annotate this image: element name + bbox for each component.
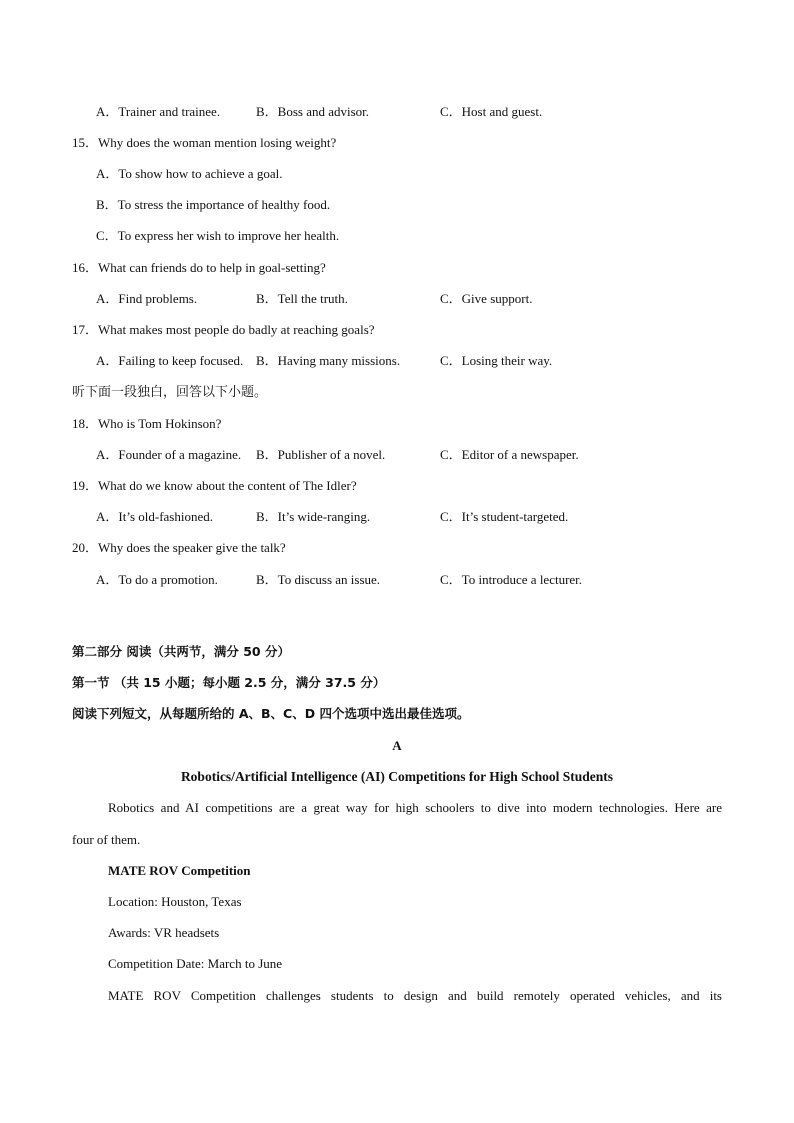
passage-intro-line1: Robotics and AI competitions are a great way for high schoolers to dive into modern technologies. Here are xyxy=(108,800,722,815)
q16-question: 16．What can friends do to help in goal-setting? xyxy=(72,260,326,275)
q18-option-b: B．Publisher of a novel. xyxy=(256,447,386,462)
q15-question: 15．Why does the woman mention losing weight? xyxy=(72,135,337,150)
q14-option-a: A．Trainer and trainee. xyxy=(96,104,221,119)
q15-option-c: C．To express her wish to improve her health. xyxy=(96,228,340,243)
passage-intro-line2: four of them. xyxy=(72,832,141,847)
q19-question: 19．What do we know about the content of The Idler? xyxy=(72,478,357,493)
competition-location: Location: Houston, Texas xyxy=(108,894,242,909)
part2-heading: 第二部分 阅读（共两节，满分 50 分） xyxy=(72,644,290,659)
q20-option-a: A．To do a promotion. xyxy=(96,572,218,587)
q20-option-c: C．To introduce a lecturer. xyxy=(440,572,583,587)
q16-option-c: C．Give support. xyxy=(440,291,533,306)
q14-option-b: B．Boss and advisor. xyxy=(256,104,370,119)
q19-option-c: C．It’s student-targeted. xyxy=(440,509,569,524)
q17-option-b: B．Having many missions. xyxy=(256,353,401,368)
passage-title: Robotics/Artificial Intelligence (AI) Competitions for High School Students xyxy=(180,769,614,784)
q18-question: 18．Who is Tom Hokinson? xyxy=(72,416,222,431)
q16-option-a: A．Find problems. xyxy=(96,291,198,306)
q15-option-b: B．To stress the importance of healthy food. xyxy=(96,197,331,212)
competition-date: Competition Date: March to June xyxy=(108,956,283,971)
q19-option-a: A．It’s old-fashioned. xyxy=(96,509,213,524)
q15-option-a: A．To show how to achieve a goal. xyxy=(96,166,283,181)
reading-instruction: 阅读下列短文，从每题所给的 A、B、C、D 四个选项中选出最佳选项。 xyxy=(72,706,470,721)
q17-option-c: C．Losing their way. xyxy=(440,353,553,368)
monologue-instruction: 听下面一段独白，回答以下小题。 xyxy=(72,385,268,400)
q14-option-c: C．Host and guest. xyxy=(440,104,543,119)
q20-question: 20．Why does the speaker give the talk? xyxy=(72,540,286,555)
q18-option-c: C．Editor of a newspaper. xyxy=(440,447,579,462)
section1-heading: 第一节 （共 15 小题；每小题 2.5 分，满分 37.5 分） xyxy=(72,675,386,690)
competition-name: MATE ROV Competition xyxy=(108,863,251,878)
passage-letter: A xyxy=(392,738,402,753)
q19-option-b: B．It’s wide-ranging. xyxy=(256,509,371,524)
q20-option-b: B．To discuss an issue. xyxy=(256,572,381,587)
competition-awards: Awards: VR headsets xyxy=(108,925,220,940)
q17-question: 17．What makes most people do badly at reaching goals? xyxy=(72,322,375,337)
q16-option-b: B．Tell the truth. xyxy=(256,291,348,306)
q17-option-a: A．Failing to keep focused. xyxy=(96,353,244,368)
competition-description: MATE ROV Competition challenges students to design and build remotely operated vehicles, and its xyxy=(108,988,722,1003)
q18-option-a: A．Founder of a magazine. xyxy=(96,447,242,462)
